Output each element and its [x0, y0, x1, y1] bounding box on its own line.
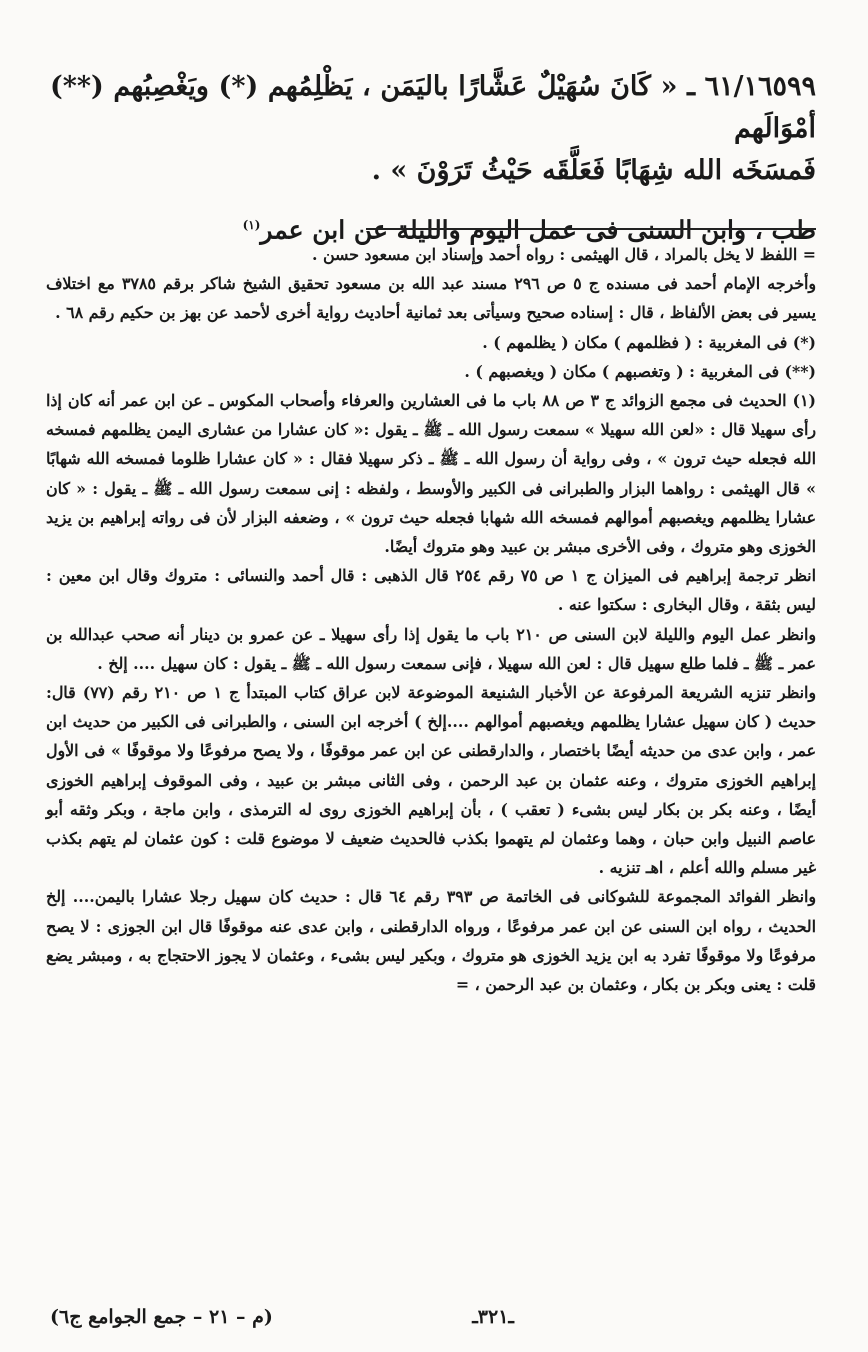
footnote-paragraph: انظر ترجمة إبراهيم فى الميزان ج ١ ص ٧٥ رقم ٢٥٤ قال الذهبى : قال أحمد والنسائى : متروك وقال ابن معين : ليس بثقة ، وقال البخارى : سكتوا عنه . — [46, 566, 816, 615]
footnote-paragraph: وانظر تنزيه الشريعة المرفوعة عن الأخبار الشنيعة الموضوعة لابن عراق كتاب المبتدأ ج ١ ص ٢١٠ رقم (٧٧) قال: حديث ( كان سهيل عشارا يظلمهم ويغصبهم أموالهم ....إلخ ) أخرجه ابن السنى ، والطبرانى فى الكبير من حديث ابن عمر ، وابن عدى من حديثه أيضًا باختصار ، والدارقطنى عن ابن عمر موقوفًا ، ولا يصح مرفوعًا ولا موقوفًا » فى الأول إبراهيم الخوزى متروك ، وعنه عثمان بن عبد الرحمن ، وفى الثانى مبشر بن عبيد ، وفى الموقوف إبراهيم الخوزى أيضًا ، وعنه بكر بن بكار ليس بشىء ( تعقب ) ، بأن إبراهيم الخوزى روى له الترمذى ، وابن ماجة ، وبكر وثقه أبو عاصم النبيل وابن حبان ، وهما وعثمان لم يتهموا بكذب فالحديث ضعيف لا موضوع قلت : كون عثمان لم يتهم بكذب غير مسلم والله أعلم ، اهـ تنزيه . — [46, 683, 816, 878]
signature-mark: (م – ٢١ – جمع الجوامع ج٦) — [50, 1306, 273, 1328]
page-footer — [50, 1306, 814, 1336]
footnote-continuation: = اللفظ لا يخل بالمراد ، قال الهيثمى : رواه أحمد وإسناد ابن مسعود حسن . — [311, 245, 816, 264]
footnotes — [46, 240, 816, 999]
variant-note: (*) فى المغربية : ( فظلمهم ) مكان ( يظلمهم ) . — [482, 332, 816, 352]
footnote-1: (١) الحديث فى مجمع الزوائد ج ٣ ص ٨٨ باب ما فى العشارين والعرفاء وأصحاب المكوس ـ عن ابن عمر أنه كان إذا رأى سهيلا قال : «لعن الله سهيلا » سمعت رسول الله ـ ﷺ ـ يقول :« كان عشارا من عشارى اليمن يظلمهم فمسخه الله فجعله حيث ترون » ، وفى رواية أن رسول الله ـ ﷺ ـ ذكر سهيلا فقال : « كان عشارا ظلوما فمسخه الله شهابًا » قال الهيثمى : رواهما البزار والطبرانى فى الكبير والأوسط ، ولفظه : إنى سمعت رسول الله ـ ﷺ ـ يقول : « كان عشارا يظلمهم ويغصبهم أموالهم فمسخه الله شهابا فجعله حيث ترون » ، وضعفه البزار لأن فى رواته إبراهيم بن يزيد الخوزى وهو متروك ، وفى الأخرى مبشر بن عبيد وهو متروك أيضًا. — [46, 391, 816, 557]
hadith-line-1: ٦١/١٦٥٩٩ ـ « كَانَ سُهَيْلٌ عَشَّارًا باليَمَن ، يَظْلِمُهم (*) ويَغْصِبُهم (**) أمْوَالَهم — [50, 71, 816, 144]
citation-text: طب ، وابن السنى فى عمل اليوم والليلة عن ابن عمر — [260, 215, 816, 245]
footnote-paragraph: وانظر الفوائد المجموعة للشوكانى فى الخاتمة ص ٣٩٣ رقم ٦٤ قال : حديث كان سهيل رجلا عشارا باليمن.... إلخ الحديث ، رواه ابن السنى عن ابن عمر مرفوعًا ، ورواه الدارقطنى ، وابن عدى عنه موقوفًا قال ابن الجوزى : لا يصح مرفوعًا ولا موقوفًا تفرد به ابن يزيد الخوزى هو متروك ، وبكير ليس بشىء ، وعثمان لا يجوز الاحتجاج به ، ومبشر يضع قلت : يعنى وبكر بن بكار ، وعثمان بن عبد الرحمن ، = — [46, 887, 816, 995]
footnote-separator — [366, 228, 816, 230]
page-number: ـ٣٢١ـ — [472, 1306, 514, 1328]
hadith-text — [50, 66, 816, 249]
hadith-line-2: فَمسَخَه الله شِهَابًا فَعَلَّقَه حَيْثُ تَرَوْنَ » . — [371, 155, 816, 186]
footnote-paragraph: وانظر عمل اليوم والليلة لابن السنى ص ٢١٠ باب ما يقول إذا رأى سهيلا ـ عن عمرو بن دينار أنه صحب عبدالله بن عمر ـ ﷺ ـ فلما طلع سهيل قال : لعن الله سهيلا ، فإنى سمعت رسول الله ـ ﷺ ـ يقول : كان سهيل .... إلخ . — [46, 624, 816, 673]
variant-note: (**) فى المغربية : ( وتغصبهم ) مكان ( ويغصبهم ) . — [464, 361, 816, 381]
footnote-marker: (١) — [242, 218, 261, 232]
footnote-paragraph: وأخرجه الإمام أحمد فى مسنده ج ٥ ص ٢٩٦ مسند عبد الله بن مسعود تحقيق الشيخ شاكر برقم ٣٧٨٥ مع اختلاف يسير فى بعض الألفاظ ، قال : إسناده صحيح وسيأتى بعد ثمانية أحاديث رواية أخرى لأحمد عن بهز بن حكيم رقم ٦٨ . — [46, 274, 816, 323]
